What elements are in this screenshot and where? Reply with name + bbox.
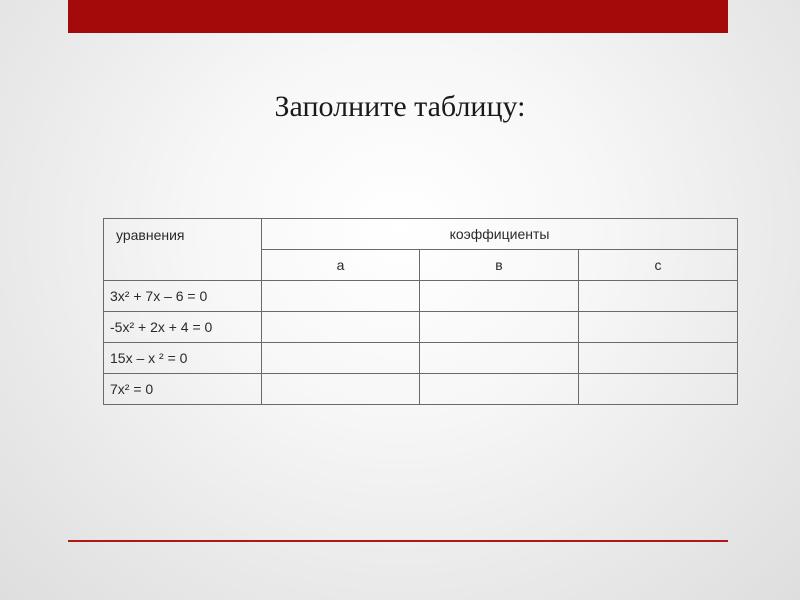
table-row xyxy=(104,312,738,343)
coef-b-cell[interactable] xyxy=(420,312,579,343)
equation-cell: 7x² = 0 xyxy=(104,374,262,405)
coef-a-cell[interactable] xyxy=(262,343,420,374)
table-header-row xyxy=(104,219,738,250)
table-row xyxy=(104,374,738,405)
table-row xyxy=(104,343,738,374)
equation-cell: -5x² + 2x + 4 = 0 xyxy=(104,312,262,343)
coef-b-cell[interactable] xyxy=(420,343,579,374)
coef-a-cell[interactable] xyxy=(262,374,420,405)
coef-c-cell[interactable] xyxy=(579,374,738,405)
table-row xyxy=(104,281,738,312)
coef-c-cell[interactable] xyxy=(579,281,738,312)
coef-c-cell[interactable] xyxy=(579,343,738,374)
coef-b-cell[interactable] xyxy=(420,374,579,405)
header-equations: уравнения xyxy=(104,219,262,281)
coef-a-cell[interactable] xyxy=(262,312,420,343)
coef-a-cell[interactable] xyxy=(262,281,420,312)
header-coefficients: коэффициенты xyxy=(262,219,738,250)
slide-title: Заполните таблицу: xyxy=(274,90,526,123)
header-a: а xyxy=(262,250,420,281)
coef-c-cell[interactable] xyxy=(579,312,738,343)
equation-cell: 15x – x ² = 0 xyxy=(104,343,262,374)
header-b: в xyxy=(420,250,579,281)
coefficients-table xyxy=(103,218,738,405)
equation-cell: 3x² + 7x – 6 = 0 xyxy=(104,281,262,312)
bottom-accent-line xyxy=(68,540,728,542)
header-c: с xyxy=(579,250,738,281)
coef-b-cell[interactable] xyxy=(420,281,579,312)
top-accent-bar xyxy=(68,0,728,33)
